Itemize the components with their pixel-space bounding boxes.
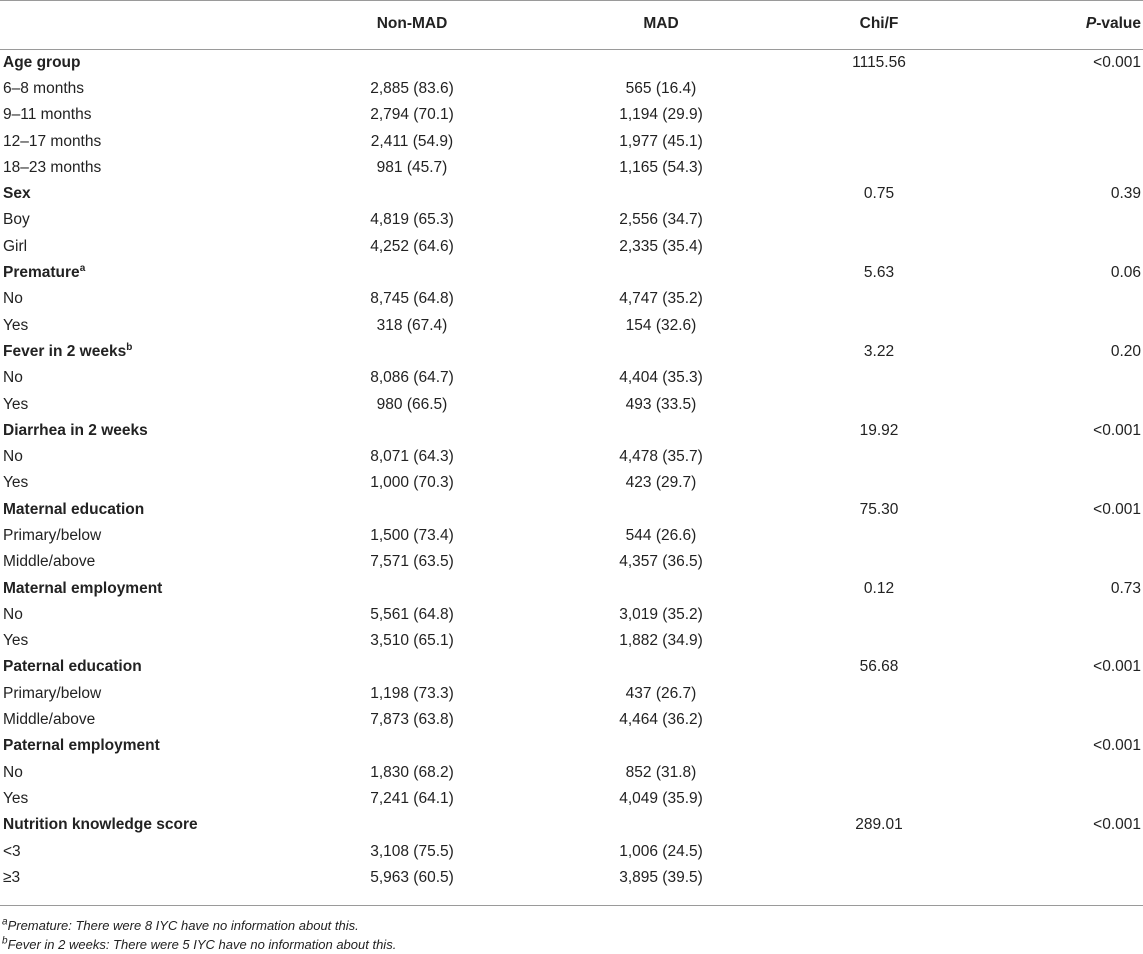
cell-non-mad: 3,510 (65.1) <box>370 632 454 650</box>
table-group-row <box>0 339 1143 365</box>
cell-mad <box>534 260 788 286</box>
cell-non-mad <box>290 181 534 207</box>
cell-p-value <box>970 549 1143 575</box>
cell-non-mad: 2,794 (70.1) <box>370 106 454 124</box>
footnote-a <box>2 916 396 935</box>
table-row <box>0 602 1143 628</box>
cell-p-value <box>970 365 1143 391</box>
cell-p-value: 0.39 <box>1110 185 1141 203</box>
item-label: Middle/above <box>3 711 96 729</box>
cell-chi-f <box>788 733 970 759</box>
cell-chi-f <box>788 76 970 102</box>
cell-non-mad: 1,830 (68.2) <box>370 763 454 781</box>
cell-mad: 1,882 (34.9) <box>619 632 703 650</box>
cell-mad: 544 (26.6) <box>625 526 697 544</box>
cell-non-mad <box>290 733 534 759</box>
cell-chi-f <box>788 602 970 628</box>
cell-non-mad <box>290 260 534 286</box>
cell-p-value: <0.001 <box>1093 658 1141 676</box>
item-label: 12–17 months <box>3 132 102 150</box>
table-group-row <box>0 575 1143 601</box>
group-label <box>0 339 290 365</box>
cell-mad <box>534 339 788 365</box>
item-label: No <box>3 369 23 387</box>
cell-non-mad: 1,500 (73.4) <box>370 526 454 544</box>
table-row <box>0 523 1143 549</box>
group-label <box>0 260 290 286</box>
cell-chi-f: 75.30 <box>859 500 899 518</box>
cell-non-mad: 7,873 (63.8) <box>370 711 454 729</box>
cell-mad <box>534 181 788 207</box>
cell-mad: 2,556 (34.7) <box>619 211 703 229</box>
cell-p-value <box>970 207 1143 233</box>
cell-mad: 2,335 (35.4) <box>619 237 703 255</box>
cell-chi-f: 5.63 <box>863 264 895 282</box>
cell-chi-f <box>788 628 970 654</box>
table-row <box>0 760 1143 786</box>
item-label: Middle/above <box>3 553 96 571</box>
group-label-text: Nutrition knowledge score <box>3 816 198 834</box>
cell-mad: 1,977 (45.1) <box>619 132 703 150</box>
cell-mad: 154 (32.6) <box>625 316 697 334</box>
cell-mad: 4,404 (35.3) <box>619 369 703 387</box>
cell-non-mad: 4,819 (65.3) <box>370 211 454 229</box>
group-label-text: Diarrhea in 2 weeks <box>3 421 148 439</box>
cell-non-mad: 8,071 (64.3) <box>370 448 454 466</box>
cell-p-value <box>970 838 1143 864</box>
footnote-marker: a <box>79 262 86 274</box>
cell-chi-f <box>788 128 970 154</box>
cell-p-value <box>970 286 1143 312</box>
cell-p-value <box>970 628 1143 654</box>
table-group-row <box>0 733 1143 759</box>
table-row <box>0 155 1143 181</box>
table-row <box>0 234 1143 260</box>
cell-p-value: <0.001 <box>1093 737 1141 755</box>
table-row <box>0 102 1143 128</box>
table-group-row <box>0 260 1143 286</box>
group-label-text: Maternal employment <box>3 579 163 597</box>
cell-chi-f <box>788 838 970 864</box>
group-label <box>0 654 290 680</box>
table-row <box>0 444 1143 470</box>
cell-mad: 1,194 (29.9) <box>619 106 703 124</box>
group-label <box>0 418 290 444</box>
item-label: Yes <box>3 316 29 334</box>
item-label: Primary/below <box>3 684 102 702</box>
table-group-row <box>0 418 1143 444</box>
cell-p-value <box>970 760 1143 786</box>
cell-p-value <box>970 707 1143 733</box>
table-row <box>0 707 1143 733</box>
cell-p-value: 0.73 <box>1110 579 1141 597</box>
cell-p-value <box>970 523 1143 549</box>
cell-non-mad <box>290 418 534 444</box>
cell-mad: 1,006 (24.5) <box>619 842 703 860</box>
table-row <box>0 628 1143 654</box>
cell-p-value <box>970 444 1143 470</box>
cell-mad: 3,019 (35.2) <box>619 605 703 623</box>
footnote-marker: b <box>126 341 133 353</box>
header-mad: MAD <box>534 1 788 50</box>
item-label: No <box>3 763 23 781</box>
table-row <box>0 365 1143 391</box>
cell-non-mad: 2,411 (54.9) <box>370 132 454 150</box>
cell-chi-f: 1115.56 <box>852 53 906 71</box>
cell-chi-f <box>788 786 970 812</box>
table-group-row <box>0 654 1143 680</box>
group-label <box>0 50 290 76</box>
cell-non-mad: 980 (66.5) <box>376 395 448 413</box>
table-group-row <box>0 181 1143 207</box>
cell-chi-f <box>788 312 970 338</box>
cell-non-mad: 2,885 (83.6) <box>370 79 454 97</box>
cell-mad <box>534 497 788 523</box>
cell-mad: 437 (26.7) <box>625 684 697 702</box>
footnote-a-text: Premature: There were 8 IYC have no information about this. <box>7 918 359 933</box>
cell-p-value: <0.001 <box>1093 816 1141 834</box>
header-non-mad: Non-MAD <box>290 1 534 50</box>
table-row <box>0 312 1143 338</box>
table-body <box>0 50 1143 897</box>
cell-p-value <box>970 76 1143 102</box>
cell-chi-f <box>788 549 970 575</box>
footnote-b-text: Fever in 2 weeks: There were 5 IYC have no information about this. <box>7 937 397 952</box>
cell-non-mad: 5,561 (64.8) <box>370 605 454 623</box>
cell-chi-f <box>788 444 970 470</box>
cell-mad: 4,049 (35.9) <box>619 789 703 807</box>
group-label-text: Maternal education <box>3 500 145 518</box>
cell-chi-f: 56.68 <box>859 658 899 676</box>
item-label: <3 <box>3 842 21 860</box>
cell-chi-f <box>788 155 970 181</box>
cell-mad: 565 (16.4) <box>625 79 697 97</box>
group-label <box>0 497 290 523</box>
header-p-italic: P <box>1085 15 1097 32</box>
cell-p-value <box>970 681 1143 707</box>
cell-chi-f <box>788 234 970 260</box>
cell-chi-f <box>788 391 970 417</box>
cell-mad <box>534 733 788 759</box>
cell-mad: 852 (31.8) <box>625 763 697 781</box>
cell-p-value <box>970 602 1143 628</box>
cell-non-mad <box>290 654 534 680</box>
cell-p-value: 0.06 <box>1110 264 1141 282</box>
item-label: Yes <box>3 632 29 650</box>
item-label: 18–23 months <box>3 158 102 176</box>
cell-p-value: <0.001 <box>1093 53 1141 71</box>
cell-non-mad <box>290 339 534 365</box>
cell-chi-f <box>788 207 970 233</box>
cell-chi-f <box>788 365 970 391</box>
cell-chi-f <box>788 286 970 312</box>
cell-chi-f: 19.92 <box>859 421 899 439</box>
cell-chi-f <box>788 707 970 733</box>
cell-chi-f <box>788 760 970 786</box>
cell-p-value <box>970 128 1143 154</box>
table-row <box>0 76 1143 102</box>
cell-non-mad: 1,000 (70.3) <box>370 474 454 492</box>
table-row <box>0 786 1143 812</box>
table-row <box>0 865 1143 897</box>
group-label <box>0 812 290 838</box>
cell-non-mad: 981 (45.7) <box>376 158 448 176</box>
item-label: No <box>3 448 23 466</box>
table-group-row <box>0 497 1143 523</box>
cell-p-value <box>970 786 1143 812</box>
cell-mad <box>534 418 788 444</box>
header-variable <box>0 1 290 50</box>
cell-non-mad: 8,745 (64.8) <box>370 290 454 308</box>
cell-chi-f <box>788 681 970 707</box>
cell-p-value <box>970 312 1143 338</box>
cell-mad: 4,478 (35.7) <box>619 448 703 466</box>
item-label: 9–11 months <box>3 106 92 124</box>
cell-chi-f <box>788 470 970 496</box>
item-label: Girl <box>3 237 28 255</box>
table-row <box>0 207 1143 233</box>
cell-mad: 1,165 (54.3) <box>619 158 703 176</box>
item-label: Yes <box>3 789 29 807</box>
table-group-row <box>0 812 1143 838</box>
cell-non-mad: 3,108 (75.5) <box>370 842 454 860</box>
header-p-suffix: -value <box>1096 15 1141 32</box>
item-label: 6–8 months <box>3 79 84 97</box>
cell-mad: 423 (29.7) <box>625 474 697 492</box>
cell-non-mad: 5,963 (60.5) <box>370 868 454 886</box>
cell-non-mad: 318 (67.4) <box>376 316 448 334</box>
cell-mad: 493 (33.5) <box>625 395 697 413</box>
footnote-b-mark: b <box>2 935 8 947</box>
group-label <box>0 181 290 207</box>
cell-chi-f: 289.01 <box>855 816 903 834</box>
cell-p-value <box>970 391 1143 417</box>
cell-p-value: <0.001 <box>1093 421 1141 439</box>
item-label: ≥3 <box>3 868 21 886</box>
footnote-b <box>2 935 396 954</box>
cell-chi-f: 3.22 <box>863 342 895 360</box>
group-label-text: Paternal employment <box>3 737 160 755</box>
cell-p-value: <0.001 <box>1093 500 1141 518</box>
group-label-text: Premature <box>3 264 80 282</box>
cell-p-value: 0.20 <box>1110 342 1141 360</box>
cell-mad: 4,464 (36.2) <box>619 711 703 729</box>
cell-chi-f <box>788 102 970 128</box>
cell-chi-f: 0.75 <box>863 185 895 203</box>
item-label: Yes <box>3 474 29 492</box>
table-bottom-rule <box>0 905 1143 906</box>
cell-non-mad <box>290 812 534 838</box>
cell-mad: 4,357 (36.5) <box>619 553 703 571</box>
item-label: No <box>3 290 23 308</box>
group-label-text: Sex <box>3 185 31 203</box>
cell-p-value <box>970 102 1143 128</box>
table-header-row <box>0 1 1143 50</box>
table-row <box>0 549 1143 575</box>
cell-non-mad <box>290 50 534 76</box>
group-label <box>0 733 290 759</box>
table-row <box>0 470 1143 496</box>
cell-mad <box>534 654 788 680</box>
item-label: Boy <box>3 211 30 229</box>
cell-p-value <box>970 155 1143 181</box>
footnote-a-mark: a <box>2 916 8 928</box>
cell-non-mad <box>290 497 534 523</box>
group-label-text: Fever in 2 weeks <box>3 342 127 360</box>
cell-non-mad: 1,198 (73.3) <box>370 684 454 702</box>
cell-mad: 4,747 (35.2) <box>619 290 703 308</box>
cell-chi-f <box>788 865 970 897</box>
group-label-text: Age group <box>3 53 81 71</box>
cell-mad <box>534 575 788 601</box>
cell-non-mad: 7,571 (63.5) <box>370 553 454 571</box>
item-label: No <box>3 605 23 623</box>
table-group-row <box>0 50 1143 76</box>
cell-mad: 3,895 (39.5) <box>619 868 703 886</box>
table-row <box>0 391 1143 417</box>
cell-non-mad: 7,241 (64.1) <box>370 789 454 807</box>
group-label-text: Paternal education <box>3 658 142 676</box>
cell-non-mad <box>290 575 534 601</box>
header-chi-f: Chi/F <box>788 1 970 50</box>
table-row <box>0 128 1143 154</box>
cell-p-value <box>970 470 1143 496</box>
header-p-value <box>970 1 1143 50</box>
table-row <box>0 286 1143 312</box>
cell-chi-f: 0.12 <box>863 579 895 597</box>
cell-p-value <box>970 865 1143 897</box>
item-label: Yes <box>3 395 29 413</box>
cell-chi-f <box>788 523 970 549</box>
table-row <box>0 838 1143 864</box>
cell-mad <box>534 50 788 76</box>
cell-non-mad: 4,252 (64.6) <box>370 237 454 255</box>
cell-p-value <box>970 234 1143 260</box>
footnotes <box>2 916 396 954</box>
cell-mad <box>534 812 788 838</box>
item-label: Primary/below <box>3 526 102 544</box>
cell-non-mad: 8,086 (64.7) <box>370 369 454 387</box>
table-row <box>0 681 1143 707</box>
group-label <box>0 575 290 601</box>
